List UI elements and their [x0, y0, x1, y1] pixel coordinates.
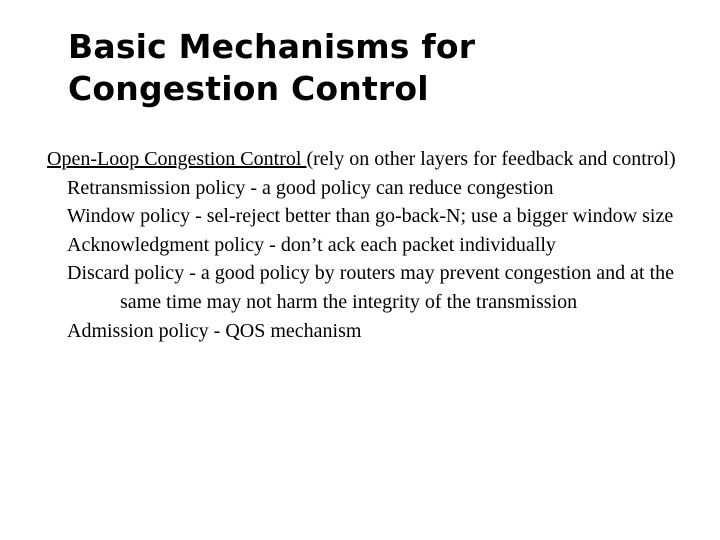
list-item-discard-policy: Discard policy - a good policy by routers may prevent congestion and at the same time may not harm the integrity of the transmission: [67, 262, 675, 313]
slide-title-line-1: Basic Mechanisms for: [68, 27, 476, 66]
list-item-retransmission-policy: Retransmission policy - a good policy can reduce congestion: [67, 176, 554, 199]
intro-rest-text: (rely on other layers for feedback and control): [306, 148, 676, 170]
intro-underlined-text: Open-Loop Congestion Control: [47, 148, 307, 170]
intro-paragraph: [47, 145, 707, 174]
slide-title-line-2: Congestion Control: [68, 69, 429, 108]
slide-body: [47, 145, 707, 345]
list-item-window-policy: Window policy - sel-reject better than go-back-N; use a bigger window size: [67, 205, 674, 228]
list-item-acknowledgment-policy: Acknowledgment policy - don’t ack each packet individually: [67, 233, 556, 256]
slide-title: [68, 26, 475, 110]
list-item-admission-policy: Admission policy - QOS mechanism: [67, 319, 362, 342]
